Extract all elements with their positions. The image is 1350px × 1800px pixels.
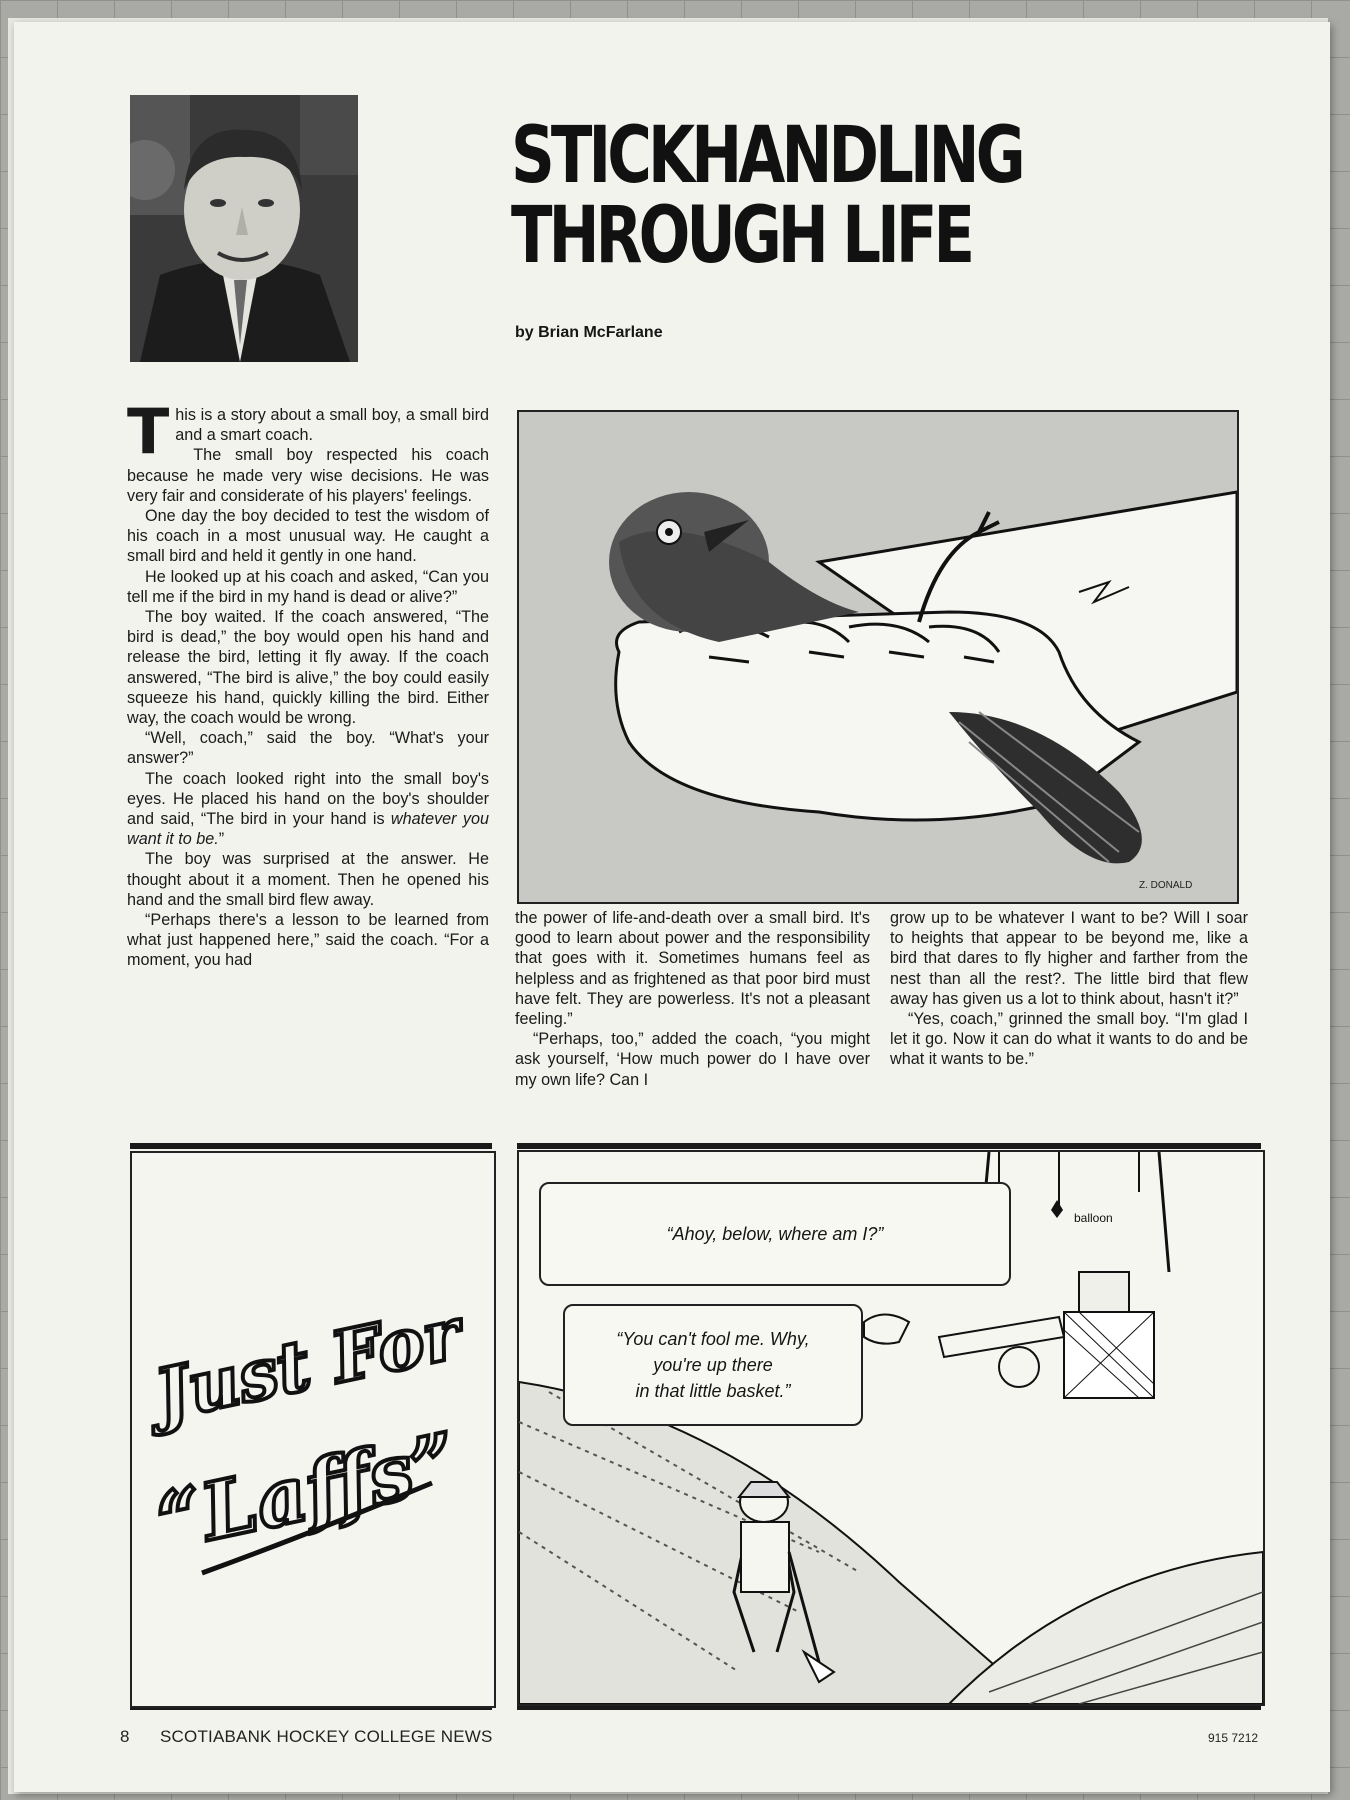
article-column-1 (127, 395, 489, 971)
speech-text-2-line-3: in that little basket.” (635, 1381, 791, 1401)
paragraph: “Perhaps, too,” added the coach, “you might ask yourself, ‘How much power do I have over my own life? Can I (515, 1030, 870, 1089)
paragraph: The boy was surprised at the answer. He thought about it a moment. Then he opened his hand and the small bird flew away. (127, 850, 489, 909)
just-for-laffs-box (130, 1151, 496, 1708)
paragraph: grow up to be whatever I want to be? Will I soar to heights that appear to be beyond me, like a bird that dares to fly higher and farther from the nest than all the rest?. The little bird that flew away has given us a lot to think about, hasn't it?” (890, 909, 1248, 1008)
byline: by Brian McFarlane (515, 324, 663, 341)
publication-name: SCOTIABANK HOCKEY COLLEGE NEWS (160, 1727, 493, 1746)
balloon-cartoon (517, 1150, 1265, 1706)
paragraph: He looked up at his coach and asked, “Can you tell me if the bird in my hand is dead or alive?” (127, 567, 489, 606)
paragraph: “Yes, coach,” grinned the small boy. “I'm glad I let it go. Now it can do what it wants to do and be what it wants to be.” (890, 1010, 1248, 1069)
speech-text-2-line-1: “You can't fool me. Why, (616, 1329, 810, 1349)
author-photo (130, 95, 358, 362)
paragraph: “Perhaps there's a lesson to be learned from what just happened here,” said the coach. “For a moment, you had (127, 911, 489, 970)
drop-cap: T (127, 395, 170, 468)
laffs-line-1: Just For (147, 1291, 468, 1437)
paragraph: The boy waited. If the coach answered, “The bird is dead,” the boy would open his hand and release the bird, letting it fly away. If the coach answered, “The bird is alive,” the boy could easily squeeze his hand, quickly killing the bird. Either way, the coach would be wrong. (127, 608, 489, 728)
speech-bubble-balloonist (539, 1182, 1011, 1286)
balloon-label: balloon (1074, 1211, 1113, 1225)
article-title (511, 111, 1022, 281)
laffs-logo (132, 1153, 494, 1706)
speech-bubble-farmer (563, 1304, 863, 1426)
page-number: 8 (120, 1727, 130, 1746)
bottom-rule-right (517, 1706, 1261, 1710)
paragraph-1 (127, 395, 489, 468)
author-photo-image (130, 95, 358, 362)
speech-text-1: “Ahoy, below, where am I?” (666, 1223, 884, 1244)
paragraph-1-text: his is a story about a small boy, a small bird and a smart coach. (175, 406, 489, 445)
paragraph: The small boy respected his coach because he made very wise decisions. He was very fair and considerate of his players' feelings. (127, 446, 489, 505)
title-line-1: STICKHANDLING (511, 111, 1022, 201)
paragraph-coach-answer: The coach looked right into the small boy's eyes. He placed his hand on the boy's shoulder and said, “The bird in your hand is whatever you want it to be.” (127, 769, 489, 849)
paragraph: the power of life-and-death over a small bird. It's good to learn about power and the responsibility that goes with it. Sometimes humans feel as helpless and as frightened as that poor bird must have felt. They are powerless. It's not a pleasant feeling.” (515, 909, 870, 1029)
article-column-3 (890, 908, 1248, 1070)
section-rule-right (517, 1143, 1261, 1149)
laffs-line-2: “Laffs” (149, 1416, 466, 1569)
paragraph: “Well, coach,” said the boy. “What's your answer?” (127, 729, 489, 768)
title-line-2: THROUGH LIFE (511, 191, 972, 281)
illustrator-signature: Z. DONALD (1139, 880, 1193, 891)
bird-hand-drawing (519, 412, 1237, 902)
print-code: 915 7212 (1208, 1731, 1259, 1745)
speech-text-2-line-2: you're up there (653, 1355, 773, 1375)
section-rule-left (130, 1143, 492, 1149)
paragraph: One day the boy decided to test the wisdom of his coach in a most unusual way. He caught a small bird and held it gently in one hand. (127, 507, 489, 566)
article-column-2 (515, 908, 870, 1090)
bird-in-hand-illustration (517, 410, 1239, 904)
